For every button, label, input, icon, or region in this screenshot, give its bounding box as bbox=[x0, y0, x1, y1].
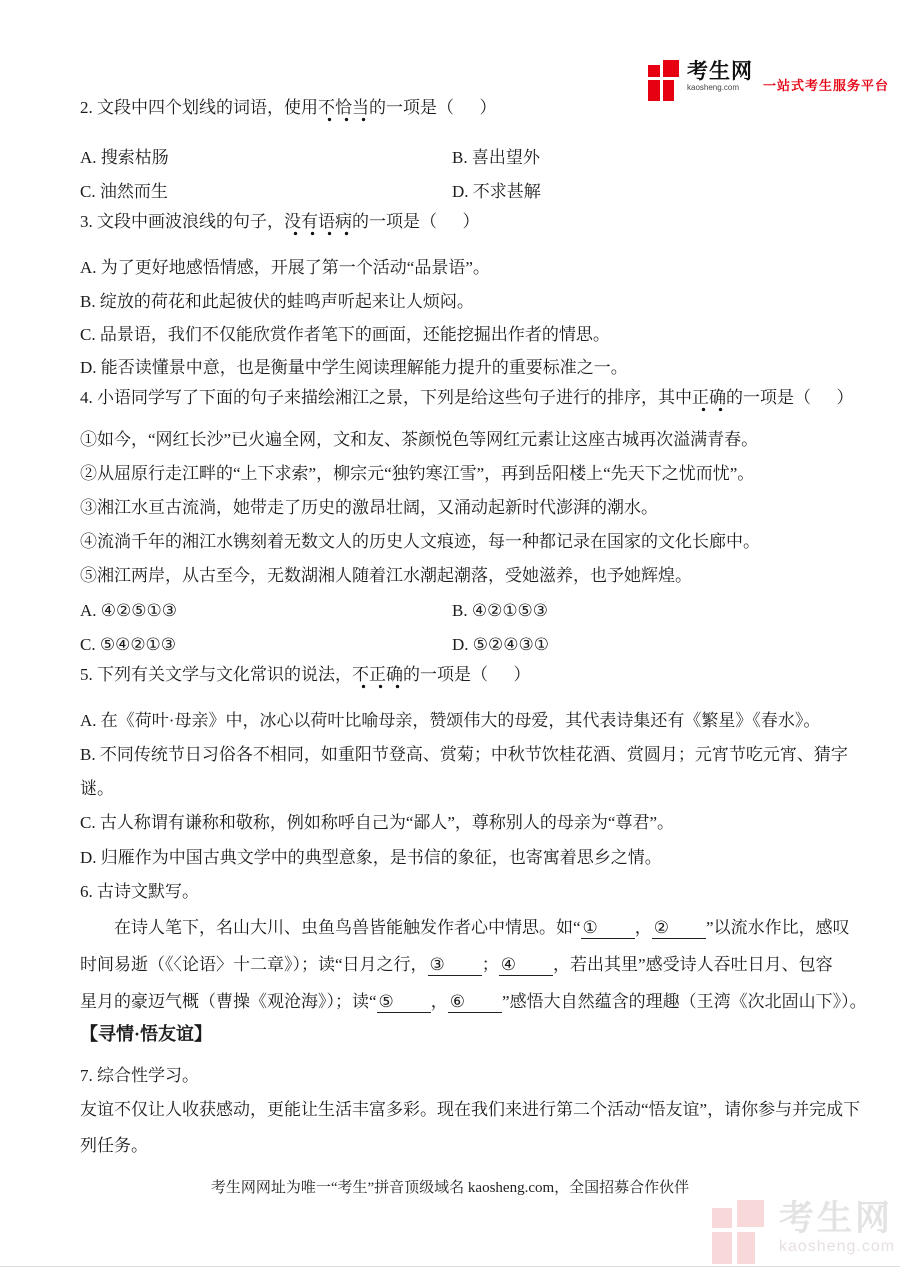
q6-l2-seg: 时间易逝（《〈论语〉十二章》）；读“日月之行， bbox=[80, 955, 428, 974]
q4-sentence-3: ③湘江水亘古流淌，她带走了历史的激昂壮阔，又涌动起新时代澎湃的潮水。 bbox=[80, 498, 658, 517]
section-heading: 【寻情·悟友谊】 bbox=[80, 1024, 213, 1044]
q2-option-a: A. 搜索枯肠 bbox=[80, 148, 169, 167]
q6-l1-seg: ”以流水作比，感叹 bbox=[706, 918, 850, 937]
q5-prompt-post: 的一项是（ ） bbox=[403, 665, 531, 684]
q5-prompt-pre: 5. 下列有关文学与文化常识的说法， bbox=[80, 665, 352, 684]
kaosheng-logo-icon bbox=[648, 60, 682, 101]
q6-title: 6. 古诗文默写。 bbox=[80, 882, 199, 901]
q2-prompt-pre: 2. 文段中四个划线的词语，使用 bbox=[80, 98, 318, 117]
q3-option-a: A. 为了更好地感悟情感，开展了第一个活动“品景语”。 bbox=[80, 258, 490, 277]
q4-sentence-4: ④流淌千年的湘江水镌刻着无数文人的历史人文痕迹，每一种都记录在国家的文化长廊中。 bbox=[80, 532, 760, 551]
q6-blank-1: ① bbox=[581, 918, 635, 939]
watermark-domain: kaosheng.com bbox=[779, 1238, 896, 1255]
logo-block bbox=[663, 60, 679, 77]
logo-tagline: 一站式考生服务平台 bbox=[763, 78, 890, 93]
q4-option-b: B. ④②①⑤③ bbox=[452, 601, 549, 620]
q2-option-d: D. 不求甚解 bbox=[452, 182, 541, 201]
q2-option-c: C. 油然而生 bbox=[80, 182, 168, 201]
q4-prompt bbox=[80, 386, 874, 409]
q6-l1-seg: 在诗人笔下，名山大川、虫鱼鸟兽皆能触发作者心中情思。如“ bbox=[114, 918, 581, 937]
q6-blank-2: ② bbox=[652, 918, 706, 939]
logo-text bbox=[687, 60, 753, 93]
footer-note: 考生网网址为唯一“考生”拼音顶级域名 kaosheng.com，全国招募合作伙伴 bbox=[210, 1180, 690, 1196]
q3-option-c: C. 品景语，我们不仅能欣赏作者笔下的画面，还能挖掘出作者的情思。 bbox=[80, 325, 610, 344]
q4-options-row-2 bbox=[80, 633, 874, 656]
q6-blank-3: ③ bbox=[428, 955, 482, 976]
q5-option-c: C. 古人称谓有谦称和敬称，例如称呼自己为“鄙人”，尊称别人的母亲为“尊君”。 bbox=[80, 813, 675, 832]
q2-prompt bbox=[80, 96, 874, 119]
q6-l1-seg: ， bbox=[634, 918, 652, 937]
q3-prompt-pre: 3. 文段中画波浪线的句子， bbox=[80, 212, 284, 231]
q3-prompt-emphasized: 没有语病 bbox=[284, 212, 352, 236]
q4-sentence-5: ⑤湘江两岸，从古至今，无数湖湘人随着江水潮起潮落，受她滋养，也予她辉煌。 bbox=[80, 566, 692, 585]
q5-option-b-line2: 谜。 bbox=[80, 779, 114, 798]
watermark-block bbox=[712, 1232, 732, 1264]
q2-prompt-post: 的一项是（ ） bbox=[369, 98, 497, 117]
q6-l3-seg: ， bbox=[430, 992, 448, 1011]
q3-prompt-post: 的一项是（ ） bbox=[352, 212, 480, 231]
q5-option-a: A. 在《荷叶·母亲》中，冰心以荷叶比喻母亲，赞颂伟大的母爱，其代表诗集还有《繁星》《春水》。 bbox=[80, 711, 821, 730]
q2-options-row-2 bbox=[80, 180, 874, 203]
q6-text-line3 bbox=[80, 990, 874, 1013]
q7-text-line2: 列任务。 bbox=[80, 1136, 148, 1155]
q6-l3-seg: 星月的豪迈气概（曹操《观沧海》）；读“ bbox=[80, 992, 377, 1011]
q4-option-c: C. ⑤④②①③ bbox=[80, 635, 177, 654]
q4-prompt-emphasized: 正确 bbox=[692, 388, 726, 412]
q4-sentence-1: ①如今，“网红长沙”已火遍全网，文和友、茶颜悦色等网红元素让这座古城再次溢满青春。 bbox=[80, 430, 759, 449]
q2-option-b: B. 喜出望外 bbox=[452, 148, 540, 167]
watermark-text bbox=[779, 1200, 895, 1257]
q4-prompt-pre: 4. 小语同学写了下面的句子来描绘湘江之景，下列是给这些句子进行的排序，其中 bbox=[80, 388, 692, 407]
q6-blank-4: ④ bbox=[499, 955, 553, 976]
q4-sentence-2: ②从屈原行走江畔的“上下求索”，柳宗元“独钓寒江雪”，再到岳阳楼上“先天下之忧而忧”。 bbox=[80, 464, 755, 483]
q4-options-row-1 bbox=[80, 599, 874, 622]
q6-text-line2 bbox=[80, 953, 874, 976]
q4-prompt-post: 的一项是（ ） bbox=[726, 388, 854, 407]
watermark-block bbox=[737, 1232, 755, 1264]
q5-option-b-line1: B. 不同传统节日习俗各不相同，如重阳节登高、赏菊；中秋节饮桂花酒、赏圆月；元宵节吃元宵、猜字 bbox=[80, 745, 848, 764]
q5-prompt-emphasized: 不正确 bbox=[352, 665, 403, 689]
q6-text-line1 bbox=[114, 916, 874, 939]
kaosheng-watermark bbox=[712, 1200, 895, 1264]
watermark-block bbox=[737, 1200, 764, 1227]
kaosheng-watermark-icon bbox=[712, 1200, 770, 1264]
q6-l2-seg: ，若出其里”感受诗人吞吐日月、包容 bbox=[553, 955, 833, 974]
q6-l3-seg: ”感悟大自然蕴含的理趣（王湾《次北固山下》）。 bbox=[502, 992, 867, 1011]
q5-prompt bbox=[80, 663, 874, 686]
page-bottom-edge bbox=[0, 1266, 900, 1267]
q6-blank-5: ⑤ bbox=[377, 992, 431, 1013]
q3-prompt bbox=[80, 210, 874, 233]
q2-options-row-1 bbox=[80, 146, 874, 169]
q3-option-d: D. 能否读懂景中意，也是衡量中学生阅读理解能力提升的重要标准之一。 bbox=[80, 358, 628, 377]
watermark-block bbox=[712, 1208, 732, 1228]
q2-prompt-emphasized: 不恰当 bbox=[318, 98, 369, 122]
kaosheng-logo bbox=[648, 60, 889, 101]
q4-option-a: A. ④②⑤①③ bbox=[80, 601, 177, 620]
logo-brand-name: 考生网 bbox=[687, 60, 753, 83]
q7-title: 7. 综合性学习。 bbox=[80, 1066, 199, 1085]
watermark-brand-name: 考生网 bbox=[779, 1199, 894, 1238]
logo-domain: kaosheng.com bbox=[687, 83, 740, 92]
q7-text-line1: 友谊不仅让人收获感动，更能让生活丰富多彩。现在我们来进行第二个活动“悟友谊”，请你参与并完成下 bbox=[80, 1100, 861, 1119]
q3-option-b: B. 绽放的荷花和此起彼伏的蛙鸣声听起来让人烦闷。 bbox=[80, 292, 474, 311]
q4-option-d: D. ⑤②④③① bbox=[452, 635, 549, 654]
q6-blank-6: ⑥ bbox=[448, 992, 502, 1013]
q5-option-d: D. 归雁作为中国古典文学中的典型意象，是书信的象征，也寄寓着思乡之情。 bbox=[80, 848, 662, 867]
q6-l2-seg: ； bbox=[481, 955, 499, 974]
logo-block bbox=[648, 65, 660, 77]
